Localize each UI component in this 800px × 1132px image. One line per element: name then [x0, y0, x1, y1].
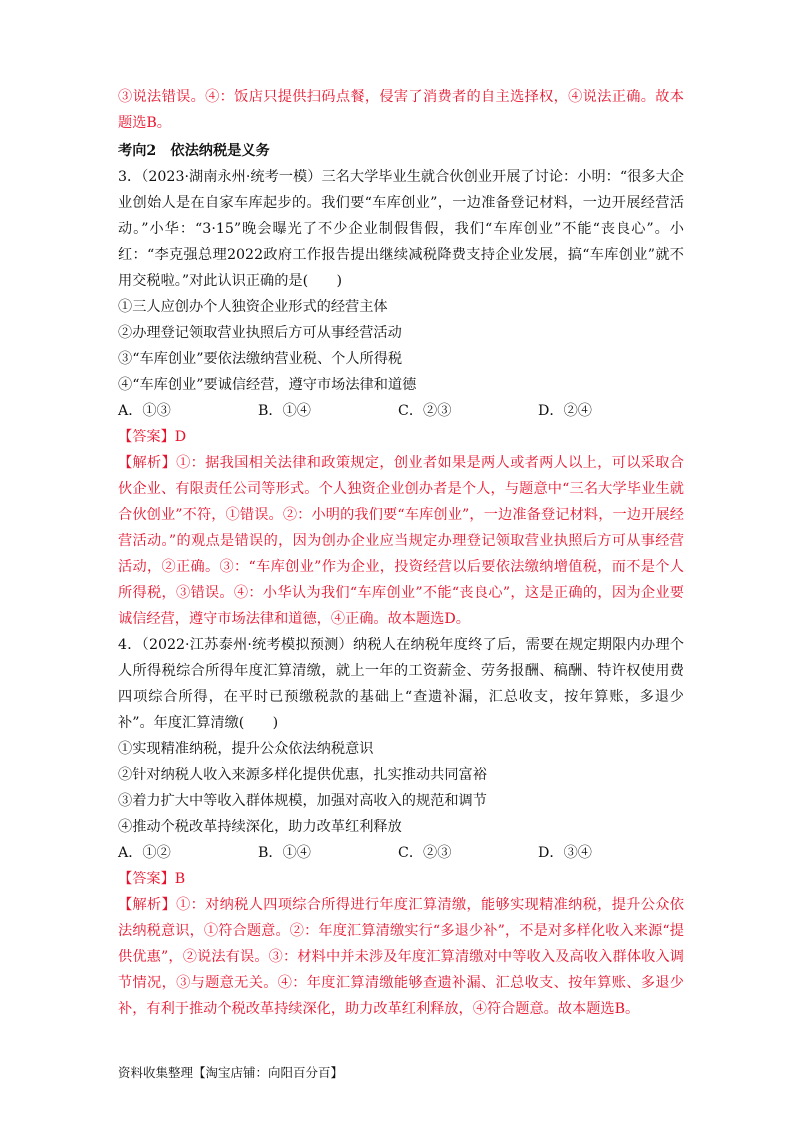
question-3-option-d: D．②④	[538, 403, 592, 419]
question-3-statement-4: ④“车库创业”要诚信经营，遵守市场法律和道德	[118, 377, 417, 393]
question-3-statement-2: ②办理登记领取营业执照后方可从事经营活动	[118, 325, 402, 341]
previous-analysis-tail: ③说法错误。④：饭店只提供扫码点餐，侵害了消费者的自主选择权，④说法正确。故本题选B。	[118, 89, 684, 131]
question-4-statement-2: ②针对纳税人收入来源多样化提供优惠，扎实推动共同富裕	[118, 767, 487, 783]
question-3-options	[118, 398, 684, 424]
question-4-statement-1: ①实现精准纳税，提升公众依法纳税意识	[118, 741, 374, 757]
section-heading: 考向2 依法纳税是义务	[118, 143, 270, 159]
question-4-statement-3: ③着力扩大中等收入群体规模，加强对高收入的规范和调节	[118, 793, 487, 809]
page-footer: 资料收集整理【淘宝店铺：向阳百分百】	[118, 1065, 344, 1080]
question-3-stem: 3．（2023·湖南永州·统考一模）三名大学毕业生就合伙创业开展了讨论：小明：“很多大企业创始人是在自家车库起步的。我们要“车库创业”，一边准备登记材料，一边开展经营活动。”小华：“3·15”晚会曝光了不少企业制假售假，我们“车库创业”不能“丧良心”。小红：“李克强总理2022政府工作报告提出继续减税降费支持企业发展，搞“车库创业”就不用交税啦。”对此认识正确的是( )	[118, 169, 684, 289]
question-4-option-d: D．③④	[538, 845, 592, 861]
question-3-answer: 【答案】D	[118, 429, 187, 445]
question-4-stem: 4．（2022·江苏泰州·统考模拟预测）纳税人在纳税年度终了后，需要在规定期限内办理个人所得税综合所得年度汇算清缴，就上一年的工资薪金、劳务报酬、稿酬、特许权使用费四项综合所得，在平时已预缴税款的基础上“查遗补漏，汇总收支，按年算账，多退少补”。年度汇算清缴( )	[118, 637, 684, 731]
question-3-option-b: B．①④	[258, 403, 311, 419]
question-3-statement-3: ③“车库创业”要依法缴纳营业税、个人所得税	[118, 351, 403, 367]
question-4-answer: 【答案】B	[118, 871, 186, 887]
page-content	[118, 84, 684, 1022]
question-3-option-a: A．①③	[118, 403, 171, 419]
question-4-option-b: B．①④	[258, 845, 311, 861]
question-4-option-a: A．①②	[118, 845, 171, 861]
question-3-option-c: C．②③	[398, 403, 452, 419]
question-4-option-c: C．②③	[398, 845, 452, 861]
question-3-analysis: 【解析】①：据我国相关法律和政策规定，创业者如果是两人或者两人以上，可以采取合伙企业、有限责任公司等形式。个人独资企业创办者是个人，与题意中“三名大学毕业生就合伙创业”不符，①错误。②：小明的我们要“车库创业”，一边准备登记材料，一边开展经营活动。”的观点是错误的，因为创办企业应当规定办理登记领取营业执照后方可从事经营活动，②正确。③：“车库创业”作为企业，投资经营以后要依法缴纳增值税，而不是个人所得税，③错误。④：小华认为我们“车库创业”不能“丧良心”，这是正确的，因为企业要诚信经营，遵守市场法律和道德，④正确。故本题选D。	[118, 455, 684, 627]
question-3-statement-1: ①三人应创办个人独资企业形式的经营主体	[118, 299, 388, 315]
question-4-analysis: 【解析】①：对纳税人四项综合所得进行年度汇算清缴，能够实现精准纳税，提升公众依法纳税意识，①符合题意。②：年度汇算清缴实行“多退少补”，不是对多样化收入来源“提供优惠”，②说法有误。③：材料中并未涉及年度汇算清缴对中等收入及高收入群体收入调节情况，③与题意无关。④：年度汇算清缴能够查遗补漏、汇总收支、按年算账、多退少补，有利于推动个税改革持续深化，助力改革红利释放，④符合题意。故本题选B。	[118, 897, 684, 1017]
question-4-statement-4: ④推动个税改革持续深化，助力改革红利释放	[118, 819, 402, 835]
question-4-options	[118, 840, 684, 866]
